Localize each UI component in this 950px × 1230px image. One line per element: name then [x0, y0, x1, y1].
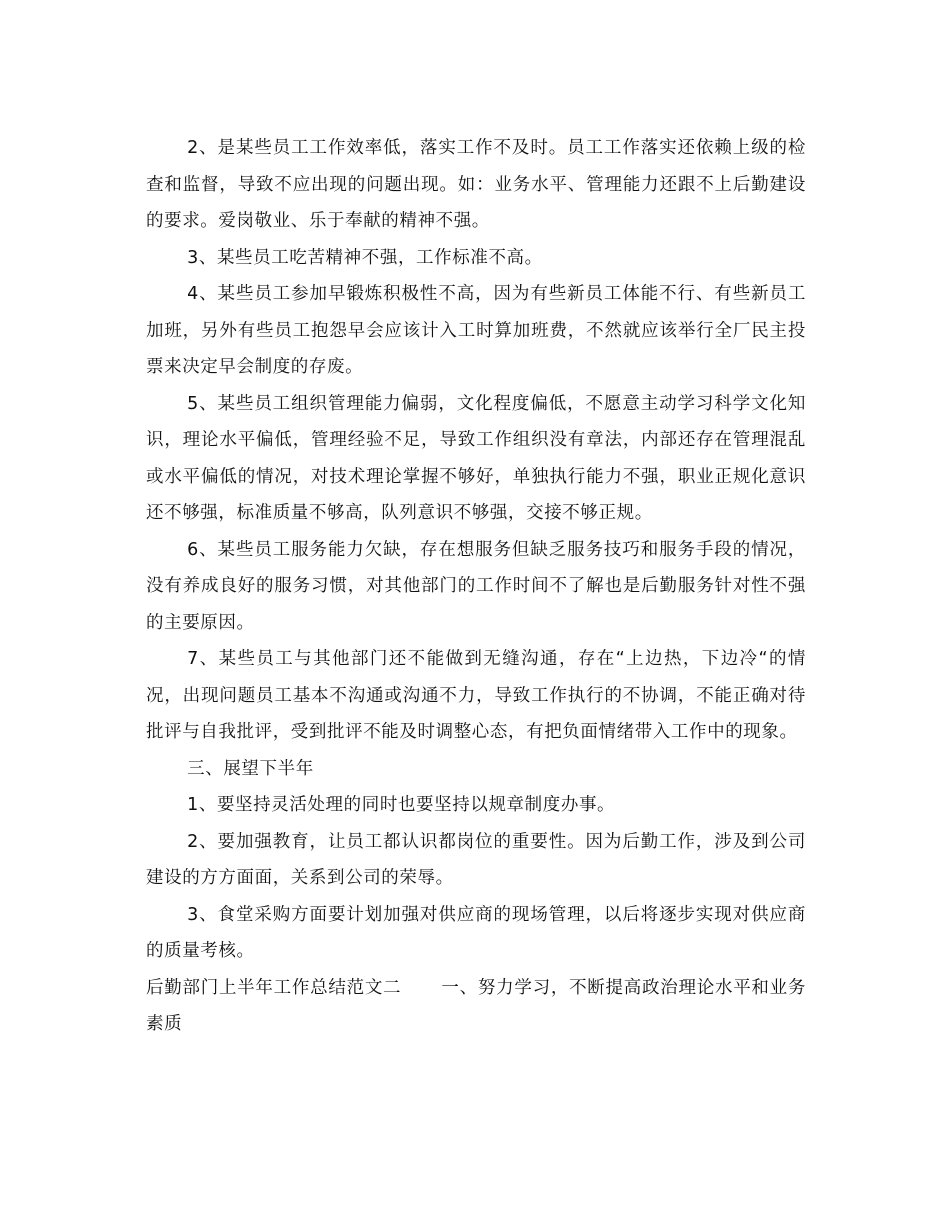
paragraph-item-3: 3、某些员工吃苦精神不强，工作标准不高。 — [187, 247, 543, 268]
paragraph-item-7: 7、某些员工与其他部门还不能做到无缝沟通，存在“上边热，下边冷“的情况，出现问题员工基本不沟通或沟通不力，导致工作执行的不协调，不能正确对待批评与自我批评，受到批评不能及时调整心态，有把负面情绪带入工作中的现象。 — [146, 649, 806, 742]
paragraph-item-4: 4、某些员工参加早锻炼积极性不高，因为有些新员工体能不行、有些新员工加班，另外有些员工抱怨早会应该计入工时算加班费，不然就应该举行全厂民主投票来决定早会制度的存废。 — [146, 284, 806, 377]
section-heading-outlook: 三、展望下半年 — [187, 758, 314, 779]
final-paragraph — [146, 970, 806, 1043]
paragraph-item-5: 5、某些员工组织管理能力偏弱，文化程度偏低，不愿意主动学习科学文化知识，理论水平偏低，管理经验不足，导致工作组织没有章法，内部还存在管理混乱或水平偏低的情况，对技术理论掌握不够好，单独执行能力不强，职业正规化意识还不够强，标准质量不够高，队列意识不够强，交接不够正规。 — [146, 393, 806, 523]
paragraph-item-2: 2、是某些员工工作效率低，落实工作不及时。员工工作落实还依赖上级的检查和监督，导致不应出现的问题出现。如：业务水平、管理能力还跟不上后勤建设的要求。爱岗敬业、乐于奉献的精神不强。 — [146, 138, 806, 231]
document-subtitle: 后勤部门上半年工作总结范文二 — [146, 977, 402, 998]
outlook-item-2: 2、要加强教育，让员工都认识都岗位的重要性。因为后勤工作，涉及到公司建设的方方面面，关系到公司的荣辱。 — [146, 831, 806, 888]
outlook-item-1: 1、要坚持灵活处理的同时也要坚持以规章制度办事。 — [187, 795, 616, 815]
outlook-item-3: 3、食堂采购方面要计划加强对供应商的现场管理，以后将逐步实现对供应商的质量考核。 — [146, 904, 806, 961]
paragraph-item-6: 6、某些员工服务能力欠缺，存在想服务但缺乏服务技巧和服务手段的情况，没有养成良好的服务习惯，对其他部门的工作时间不了解也是后勤服务针对性不强的主要原因。 — [146, 539, 806, 633]
final-paragraph-text: 一、努力学习，不断提高政治理论水平和业务素质 — [146, 977, 806, 1034]
document-body — [146, 130, 806, 1043]
